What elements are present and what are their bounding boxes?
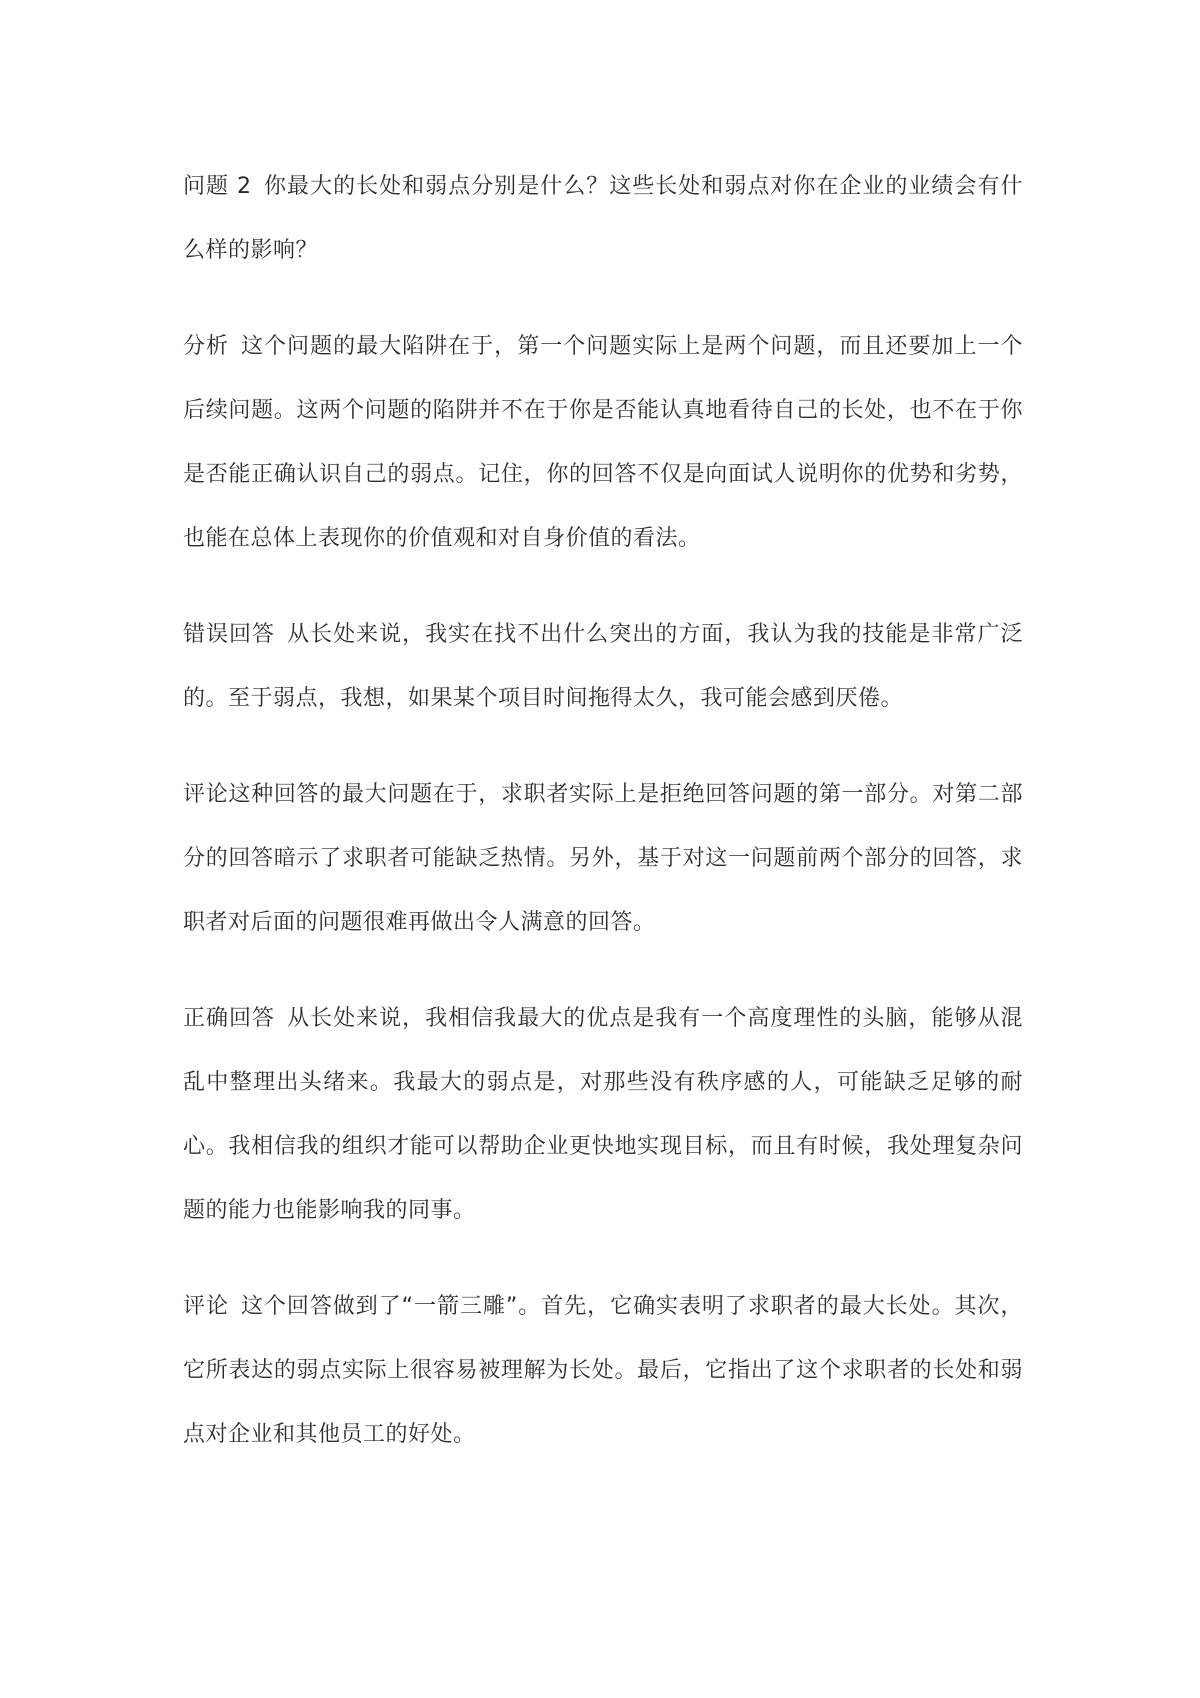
paragraph-lead: 错误回答: [183, 622, 276, 647]
paragraph-lead: 评论: [183, 1294, 229, 1319]
paragraph-analysis: [183, 315, 1023, 571]
document-body: [183, 155, 1023, 1467]
paragraph-lead: 分析: [183, 334, 230, 359]
paragraph-lead: 问题 2: [183, 174, 252, 199]
paragraph-text: 你最大的长处和弱点分别是什么？这些长处和弱点对你在企业的业绩会有什么样的影响？: [183, 174, 1023, 263]
paragraph-text: 从长处来说，我实在找不出什么突出的方面，我认为我的技能是非常广泛的。至于弱点，我想，如果某个项目时间拖得太久，我可能会感到厌倦。: [183, 622, 1023, 711]
paragraph-text: 这个问题的最大陷阱在于，第一个问题实际上是两个问题，而且还要加上一个后续问题。这两个问题的陷阱并不在于你是否能认真地看待自己的长处，也不在于你是否能正确认识自己的弱点。记住，你的回答不仅是向面试人说明你的优势和劣势，也能在总体上表现你的价值观和对自身价值的看法。: [183, 334, 1023, 551]
paragraph-text: 这个回答做到了“一箭三雕”。首先，它确实表明了求职者的最大长处。其次，它所表达的弱点实际上很容易被理解为长处。最后，它指出了这个求职者的长处和弱点对企业和其他员工的好处。: [183, 1294, 1023, 1447]
paragraph-text: 从长处来说，我相信我最大的优点是我有一个高度理性的头脑，能够从混乱中整理出头绪来。我最大的弱点是，对那些没有秩序感的人，可能缺乏足够的耐心。我相信我的组织才能可以帮助企业更快地实现目标，而且有时候，我处理复杂问题的能力也能影响我的同事。: [183, 1006, 1023, 1223]
paragraph-comment-correct: [183, 1275, 1023, 1467]
paragraph-correct-answer: [183, 987, 1023, 1243]
paragraph-question: [183, 155, 1023, 283]
paragraph-wrong-answer: [183, 603, 1023, 731]
paragraph-comment-wrong: [183, 763, 1023, 955]
paragraph-lead: 正确回答: [183, 1006, 276, 1031]
paragraph-text: 评论这种回答的最大问题在于，求职者实际上是拒绝回答问题的第一部分。对第二部分的回答暗示了求职者可能缺乏热情。另外，基于对这一问题前两个部分的回答，求职者对后面的问题很难再做出令人满意的回答。: [183, 782, 1023, 935]
